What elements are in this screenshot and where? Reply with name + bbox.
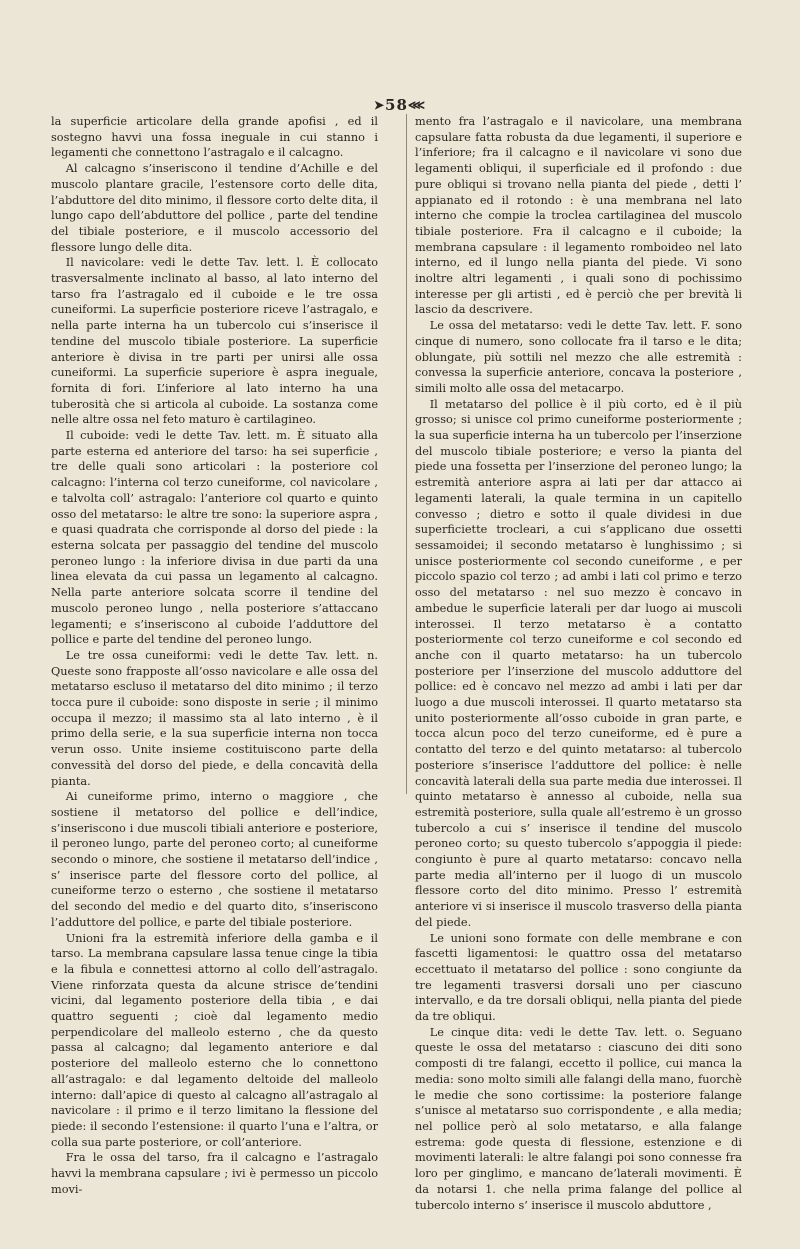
paragraph: Al calcagno s’inseriscono il tendine d’Achille e del muscolo plantare gracile, l’estensore corto delle dita, l’abduttore del dito minimo, il flessore corto delte dita, il lungo capo dell’abduttore del pollice , parte del tendine del tibiale posteriore, e il muscolo accessorio del flessore lungo delle dita. — [51, 162, 378, 254]
paragraph: Le tre ossa cuneiformi: vedi le dette Tav. lett. n. Queste sono frapposte all’osso navicolare e alle ossa del metatarso escluso il metatarso del dito minimo ; il terzo tocca pure il cuboide: sono disposte in serie ; il minimo occupa il mezzo; il massimo sta al lato interno , è il primo della serie, e la sua superficie interna non tocca verun osso. Unite insieme costituiscono parte della convessità del dorso del piede, e della concavità della pianta. — [51, 648, 378, 788]
paragraph: mento fra l’astragalo e il navicolare, una membrana capsulare fatta robusta da due legamenti, il superiore e l’inferiore; fra il calcagno e il navicolare vi sono due legamenti obliqui, il superficiale ed il profondo : due pure obliqui si trovano nella pianta del piede , detti l’ appianato ed il rotondo : è una membrana nel lato interno che compie la troclea cartilaginea del muscolo tibiale posteriore. Fra il calcagno e il cuboide; la membrana capsulare : il legamento romboideo nel lato interno, ed il lungo nella pianta del piede. Vi sono inoltre altri legamenti , i quali sono di pochissimo interesse per gli artisti , ed è perciò che per brevità li lascio da descrivere. — [415, 115, 742, 317]
paragraph: Il metatarso del pollice è il più corto, ed è il più grosso; si unisce col primo cuneiforme posteriormente ; la sua superficie interna ha un tubercolo per l’inserzione del muscolo tibiale posteriore; e verso la pianta del piede una fossetta per l’inserzione del peroneo lungo; la estremità anteriore aspra ai lati per dar attacco ai legamenti laterali, la quale termina in un capitello convesso ; dietro e sotto il quale dividesi in due superficiette trocleari, a cui s’applicano due ossetti sessamoidei; il secondo metatarso è lunghissimo ; si unisce posteriormente col secondo cuneiforme , e per piccolo spazio col terzo ; ad ambi i lati col primo e terzo osso del metatarso : nel suo mezzo è concavo in ambedue le superficie laterali per dar luogo ai muscoli interossei. Il terzo metatarso è a contatto posteriormente col terzo cuneiforme e col secondo ed anche con il quarto metatarso: ha un tubercolo posteriore per l’inserzione del muscolo adduttore del pollice: ed è concavo nel mezzo ad ambi i lati per dar luogo a due muscoli interossei. Il quarto metatarso sta unito posteriormente all’osso cuboide in gran parte, e tocca alcun poco del terzo cuneiforme, ed è pure a contatto del terzo e del quinto metatarso: al tubercolo posteriore s’inserisce l’adduttore del pollice: è nelle concavità laterali della sua parte media due interossei. Il quinto metatarso è annesso al cuboide, nella sua estremità posteriore, sulla quale all’estremo è un grosso tubercolo a cui s’ inserisce il tendine del muscolo peroneo corto; su questo tubercolo s’appoggia il piede: congiunto è pure al quarto metatarso: concavo nella parte media all’interno per il luogo di un muscolo flessore corto del dito minimo. Presso l’ estremità anteriore vi si inserisce il muscolo trasverso della pianta del piede. — [415, 397, 742, 929]
paragraph: Il navicolare: vedi le dette Tav. lett. l. È collocato trasversalmente inclinato al basso, al lato interno del tarso fra l’astragalo ed il cuboide e le tre ossa cuneiformi. La superficie posteriore riceve l’astragalo, e nella parte interna ha un tubercolo cui s’inserisce il tendine del muscolo tibiale posteriore. La superficie anteriore è divisa in tre parti per unirsi alle ossa cuneiformi. La superficie superiore è aspra ineguale, fornita di fori. L’inferiore al lato interno ha una tuberosità che si articola al cuboide. La sostanza come nelle altre ossa nel feto maturo è cartilagineo. — [51, 256, 378, 427]
column-divider — [406, 114, 407, 794]
page-number — [0, 96, 800, 114]
paragraph: Le unioni sono formate con delle membrane e con fascetti ligamentosi: le quattro ossa del metatarso eccettuato il metatarso del pollice : sono congiunte da tre legamenti trasversi dorsali uno per ciascuno intervallo, e da tre dorsali obliqui, nella pianta del piede da tre obliqui. — [415, 931, 742, 1024]
folio-right-ornament-icon: ⋘ — [407, 98, 426, 112]
right-column — [415, 114, 742, 1213]
folio-left-ornament-icon: ➤ — [373, 98, 386, 112]
paragraph: Fra le ossa del tarso, fra il calcagno e l’astragalo havvi la membrana capsulare ; ivi è permesso un piccolo movi- — [51, 1151, 378, 1196]
paragraph: Il cuboide: vedi le dette Tav. lett. m. È situato alla parte esterna ed anteriore del tarso: ha sei superficie , tre delle quali sono articolari : la posteriore col calcagno: l’interna col terzo cuneiforme, col navicolare , e talvolta coll’ astragalo: l’anteriore col quarto e quinto osso del metatarso: le altre tre sono: la superiore aspra , e quasi quadrata che corrisponde al dorso del piede : la esterna solcata per passaggio del tendine del muscolo peroneo lungo : la inferiore divisa in due parti da una linea elevata da cui passa un legamento al calcagno. Nella parte anteriore solcata scorre il tendine del muscolo peroneo lungo , nella posteriore s’attaccano legamenti; e s’inseriscono al cuboide l’adduttore del pollice e parte del tendine del peroneo lungo. — [51, 429, 378, 647]
left-column — [51, 114, 378, 1198]
paragraph: Ai cuneiforme primo, interno o maggiore , che sostiene il metatorso del pollice e dell’indice, s’inseriscono i due muscoli tibiali anteriore e posteriore, il peroneo lungo, parte del peroneo corto; al cuneiforme secondo o minore, che sostiene il metatarso dell’indice , s’ inserisce parte del flessore corto del pollice, al cuneiforme terzo o esterno , che sostiene il metatarso del secondo del medio e del quarto dito, s’inseriscono l’adduttore del pollice, e parte del tibiale posteriore. — [51, 790, 378, 929]
page-number-text: 58 — [385, 96, 408, 114]
paragraph: Le ossa del metatarso: vedi le dette Tav. lett. F. sono cinque di numero, sono collocate fra il tarso e le dita; oblungate, più sottili nel mezzo che alle estremità : convessa la superficie anteriore, concava la posteriore , simili molto alle ossa del metacarpo. — [415, 319, 742, 395]
paragraph: Le cinque dita: vedi le dette Tav. lett. o. Seguano queste le ossa del metatarso : ciascuno dei diti sono composti di tre falangi, eccetto il pollice, cui manca la media: sono molto simili alle falangi della mano, fuorchè le medie che sono cortissime: la posteriore falange s’unisce al metatarso suo corrispondente , e alla media; nel pollice però al solo metatarso, e alla falange estrema: gode questa di flessione, estenzione e di movimenti laterali: le altre falangi poi sono connesse fra loro per ginglimo, e mancano de’laterali movimenti. È da notarsi 1. che nella prima falange del pollice al tubercolo interno s’ inserisce il muscolo abduttore , — [415, 1025, 742, 1212]
paragraph: Unioni fra la estremità inferiore della gamba e il tarso. La membrana capsulare lassa tenue cinge la tibia e la fibula e connettesi attorno al collo dell’astragalo. Viene rinforzata questa da alcune strisce de’tendini vicini, dal legamento posteriore della tibia , e dai quattro seguenti ; cioè dal legamento medio perpendicolare del malleolo esterno , che da questo passa al calcagno; dal legamento anteriore e dal posteriore del malleolo esterno che lo connettono all’astragalo: e dal legamento deltoide del malleolo interno: dall’apice di questo al calcagno all’astragalo al navicolare : il primo e il terzo limitano la flessione del piede: il secondo l’estensione: il quarto l’una e l’altra, or colla sua parte posteriore, or coll’anteriore. — [51, 931, 378, 1149]
paragraph: la superficie articolare della grande apofisi , ed il sostegno havvi una fossa ineguale in cui stanno i legamenti che connettono l’astragalo e il calcagno. — [51, 115, 378, 160]
